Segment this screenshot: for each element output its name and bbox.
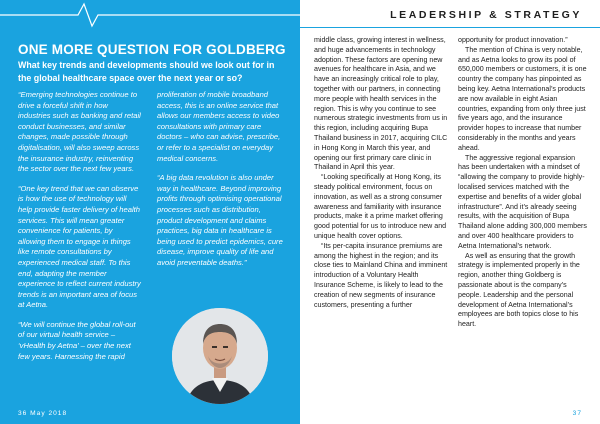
quote-paragraph: “One key trend that we can observe is how the use of technology will help provide faster delivery of health services. This will mean greater convenience for patients, by allowing them to engage in things like remote consultations by experienced medical staff. To this end, adapting the member experience to reflect current industry trends is an important area of focus at Aetna.	[18, 183, 141, 310]
page-number-right: 37	[572, 410, 582, 417]
body-paragraph: “Looking specifically at Hong Kong, its steady political environment, focus on innovation, as well as a strong consumer awareness and familiarity with insurance products, make it a prime market offering good potential for us to introduce new and unique health cover options.	[314, 173, 447, 240]
page-number-left: 36 May 2018	[18, 410, 68, 417]
page-heading: ONE MORE QUESTION FOR GOLDBERG	[18, 42, 286, 57]
header-rule	[300, 27, 600, 28]
quote-paragraph: “A big data revolution is also under way in healthcare. Beyond improving profits through optimising operational processes such as distribution, product development and claims practices, big data in healthcare is being used to predict epidemics, cure disease, improve quality of life and avoid preventable deaths.”	[157, 173, 283, 267]
quote-paragraph: “Emerging technologies continue to drive a forceful shift in how industries such as banking and retail conduct businesses, and similar changes, made possible through digitalisation, will also sweep across the insurance industry, reinventing the sector over the next few years.	[18, 90, 141, 174]
body-column-1	[314, 36, 448, 310]
body-paragraph: “Its per-capita insurance premiums are among the highest in the region; and its close ties to Mainland China and imminent introduction of a Voluntary Health Insurance Scheme, is likely to lead to the creation of new segments of insurance customers, presenting a further	[314, 241, 448, 309]
quote-column-1	[18, 90, 142, 371]
body-paragraph: The aggressive regional expansion has been undertaken with a mindset of “allowing the company to provide highly-localised services matched with the expertise and benefits of a wider global infrastructure”. And it’s already seeing results, with the acquisition of Bupa Thailand alone adding 300,000 members and over 400 healthcare providers to Aetna International’s network.	[458, 153, 587, 250]
body-column-2	[458, 36, 588, 330]
portrait-photo	[172, 308, 268, 404]
interview-question: What key trends and developments should we look out for in the global healthcare space over the next year or so?	[18, 60, 275, 83]
body-paragraph: opportunity for product innovation.”	[458, 36, 568, 44]
heartbeat-line-graphic	[0, 0, 300, 30]
quote-column-2	[157, 90, 285, 278]
body-paragraph: middle class, growing interest in wellness, and huge advancements in technology adoption. These factors are opening new avenues for healthcare in Asia, and we have an increasingly critical role to play, together with our partners, in connecting more people with health services in the region. This is why you continue to see numerous strategic investments from us in this region, including acquiring Bupa Thailand business in 2017, acquiring CILC in Hong Kong in March this year, and opening our first primary care clinic in Thailand in April this year.	[314, 36, 448, 172]
quote-paragraph: “We will continue the global roll-out of our virtual health service – ‘vHealth by Aetna’ – over the next few years. Harnessing the rapid	[18, 319, 136, 361]
body-paragraph: The mention of China is very notable, and as Aetna looks to grow its pool of 650,000 members or customers, it is one country the company has pinpointed as being key. Aetna International’s products are now available in eight Asian countries, expanding from only three just five years ago, and the insurance provider hopes to increase that number considerably in the months and years ahead.	[458, 45, 587, 152]
right-page	[300, 0, 600, 424]
body-paragraph: As well as ensuring that the growth strategy is implemented properly in the region, another thing Goldberg is passionate about is the company’s people. Leadership and the personal development of Aetna International’s employees are both topics close to his heart.	[458, 251, 580, 329]
section-title: LEADERSHIP & STRATEGY	[390, 9, 582, 21]
quote-paragraph: proliferation of mobile broadband access, this is an online service that allows our members access to video consultations with primary care doctors – who can advise, prescribe, or refer to a specialist on everyday medical concerns.	[157, 90, 281, 163]
portrait-illustration	[172, 308, 268, 404]
